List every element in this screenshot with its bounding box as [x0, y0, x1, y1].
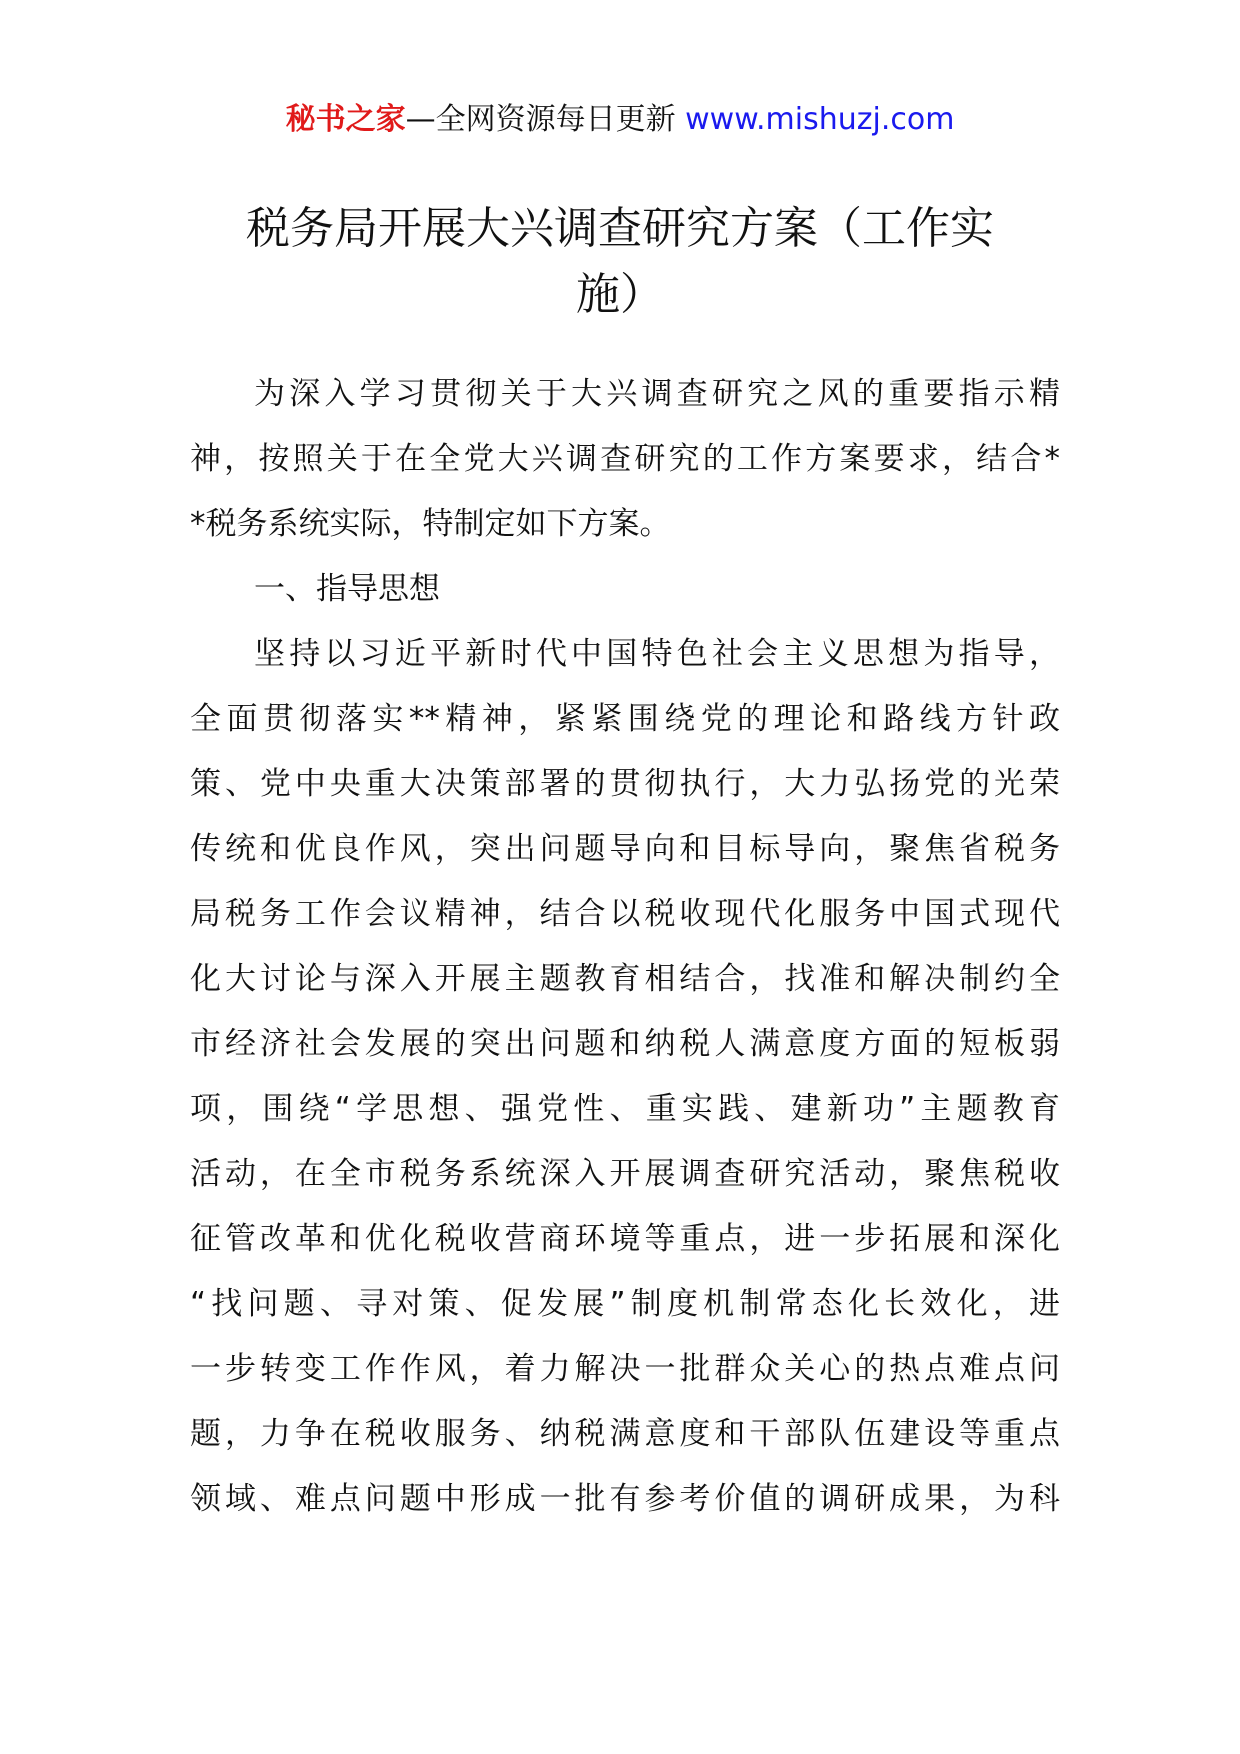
text-line: 征管改革和优化税收营商环境等重点，进一步拓展和深化 [190, 1221, 1060, 1257]
header-tagline: —全网资源每日更新 [405, 102, 686, 137]
text-line: 化大讨论与深入开展主题教育相结合，找准和解决制约全 [190, 961, 1060, 997]
document-body [190, 362, 1060, 1532]
text-line: 项，围绕“学思想、强党性、重实践、建新功”主题教育 [190, 1091, 1060, 1127]
text-line: 坚持以习近平新时代中国特色社会主义思想为指导， [254, 636, 1060, 672]
text-line: *税务系统实际，特制定如下方案。 [190, 506, 671, 542]
text-line: 神，按照关于在全党大兴调查研究的工作方案要求，结合* [190, 441, 1060, 477]
brand-name: 秘书之家 [285, 102, 406, 137]
site-url-link[interactable]: www.mishuzj.com [685, 102, 955, 137]
text-line: 题，力争在税收服务、纳税满意度和干部队伍建设等重点 [190, 1416, 1060, 1452]
text-line: 为深入学习贯彻关于大兴调查研究之风的重要指示精 [254, 376, 1060, 412]
text-line: 市经济社会发展的突出问题和纳税人满意度方面的短板弱 [190, 1026, 1060, 1062]
site-header [0, 98, 1240, 142]
title-line-1: 税务局开展大兴调查研究方案（工作实 [246, 203, 994, 254]
text-line: 一步转变工作作风，着力解决一批群众关心的热点难点问 [190, 1351, 1060, 1387]
title-line-2: 施） [576, 269, 664, 320]
document-title [0, 196, 1240, 328]
text-line: 局税务工作会议精神，结合以税收现代化服务中国式现代 [190, 896, 1060, 932]
text-line: 活动，在全市税务系统深入开展调查研究活动，聚焦税收 [190, 1156, 1060, 1192]
section-heading [190, 557, 1060, 622]
intro-paragraph [190, 362, 1060, 557]
text-line: 传统和优良作风，突出问题导向和目标导向，聚焦省税务 [190, 831, 1060, 867]
text-line: “找问题、寻对策、促发展”制度机制常态化长效化，进 [190, 1286, 1060, 1322]
text-line: 全面贯彻落实**精神，紧紧围绕党的理论和路线方针政 [190, 701, 1060, 737]
text-line: 领域、难点问题中形成一批有参考价值的调研成果，为科 [190, 1481, 1060, 1517]
guiding-thought-paragraph [190, 622, 1060, 1532]
text-line: 策、党中央重大决策部署的贯彻执行，大力弘扬党的光荣 [190, 766, 1060, 802]
heading-line: 一、指导思想 [254, 571, 440, 607]
